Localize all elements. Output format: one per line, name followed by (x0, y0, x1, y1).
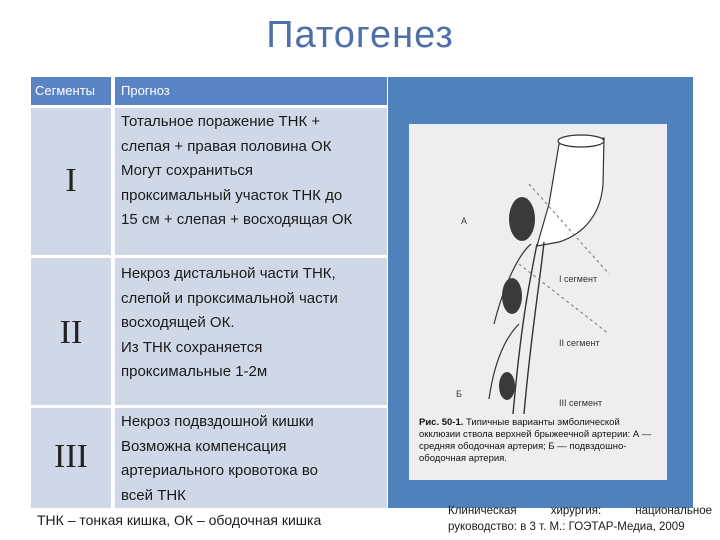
figure-caption (419, 417, 659, 465)
label-segment-1: I сегмент (559, 274, 598, 284)
embolus-segment-3 (499, 372, 515, 400)
segment-number: II (59, 314, 83, 351)
prognosis-line: всей ТНК (121, 486, 186, 504)
prognosis-line: восходящей ОК. (121, 314, 235, 331)
artery-trunk-wall (524, 242, 544, 414)
prognosis-line: Некроз дистальной части ТНК, (121, 265, 336, 282)
segment-cell-1 (31, 108, 111, 255)
label-a: А (461, 216, 468, 226)
prognosis-line: слепой и проксимальной части (121, 289, 338, 307)
segment-number: I (65, 162, 77, 199)
label-segment-2: II сегмент (559, 338, 600, 348)
embolus-segment-2 (502, 278, 522, 314)
label-segment-3: III сегмент (559, 398, 603, 408)
embolus-segment-1 (509, 197, 535, 241)
prognosis-line: 15 см + слепая + восходящая ОК (121, 211, 353, 228)
header-prognosis: Прогноз (115, 77, 387, 105)
caption-number: Рис. 50-1. (419, 417, 464, 428)
source-reference (448, 503, 712, 535)
segments-table (31, 77, 387, 508)
artery-diagram (409, 124, 667, 414)
anatomy-figure (409, 124, 667, 480)
segment-cell-3 (31, 408, 111, 508)
aorta-shape (537, 138, 604, 246)
source-word: хирургия: (550, 505, 602, 517)
abbreviation-footnote: ТНК – тонкая кишка, ОК – ободочная кишка (37, 512, 322, 528)
label-b: Б (456, 389, 462, 399)
source-line-2: руководство: в 3 т. М.: ГОЭТАР-Медиа, 2009 (448, 521, 685, 533)
prognosis-line: слепая + правая половина ОК (121, 137, 332, 155)
caption-text: Типичные варианты эмболической окклюзии ствола верхней брыжеечной артерии: А — средняя ободочная артерия; Б — подвздошно-ободочная артерия. (419, 417, 652, 464)
prognosis-line: Тотальное поражение ТНК + (121, 113, 321, 130)
prognosis-line: Могут сохраниться (121, 162, 254, 179)
prognosis-line: проксимальный участок ТНК до (121, 186, 343, 204)
source-word: Клиническая (448, 505, 517, 517)
slide-title: Патогенез (266, 14, 454, 56)
prognosis-line: Возможна компенсация (121, 437, 287, 455)
source-word: национальное (635, 505, 712, 517)
header-segments: Сегменты (31, 77, 111, 105)
prognosis-line: проксимальные 1-2м (121, 363, 268, 380)
prognosis-line: артериального кровотока во (121, 462, 318, 479)
segment-cell-2 (31, 258, 111, 405)
aorta-opening (558, 135, 604, 147)
prognosis-cell-2 (115, 258, 387, 405)
prognosis-line: Из ТНК сохраняется (121, 338, 263, 356)
prognosis-cell-1 (115, 108, 387, 255)
segment-number: III (54, 438, 88, 475)
prognosis-cell-3 (115, 408, 387, 508)
prognosis-line: Некроз подвздошной кишки (121, 413, 314, 430)
